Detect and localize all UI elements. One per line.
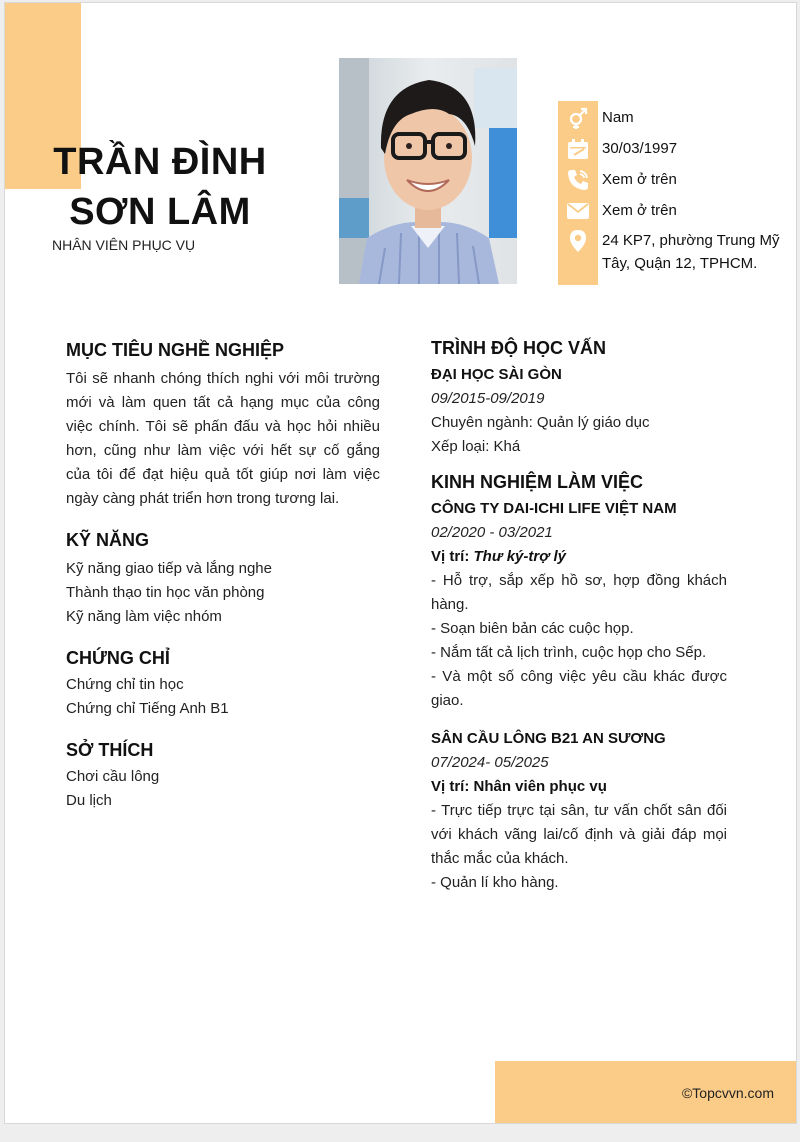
objective-section — [66, 337, 380, 511]
certificates-heading: CHỨNG CHỈ — [66, 648, 170, 668]
name-line-2: SƠN LÂM — [69, 191, 251, 233]
location-pin-icon — [565, 228, 591, 254]
job-role-label: Vị trí: — [431, 778, 474, 795]
contact-gender: Nam — [602, 109, 634, 126]
job-duty: - Soạn biên bản các cuộc họp. — [431, 620, 634, 637]
gender-icon — [565, 105, 591, 131]
hobby-item: Du lịch — [66, 792, 112, 809]
education-major: Chuyên ngành: Quản lý giáo dục — [431, 414, 650, 431]
job-entry — [431, 727, 727, 895]
experience-heading: KINH NGHIỆM LÀM VIỆC — [431, 472, 644, 492]
certificate-item: Chứng chỉ Tiếng Anh B1 — [66, 700, 229, 717]
calendar-icon — [565, 136, 591, 162]
skill-item: Kỹ năng làm việc nhóm — [66, 608, 222, 625]
name-line-1: TRẦN ĐÌNH — [53, 141, 267, 183]
job-role-value: Thư ký-trợ lý — [473, 548, 566, 565]
education-grade: Xếp loại: Khá — [431, 438, 521, 455]
job-role-value: Nhân viên phục vụ — [473, 778, 607, 795]
job-entry — [431, 497, 727, 713]
contact-birthday: 30/03/1997 — [602, 140, 678, 157]
job-company: CÔNG TY DAI-ICHI LIFE VIỆT NAM — [431, 500, 677, 517]
job-duty: - Trực tiếp trực tại sân, tư vấn chốt sân đối với khách vãng lai/cố định và giải đáp mọi thắc mắc của khách. — [431, 802, 727, 867]
job-duty: - Nắm tất cả lịch trình, cuộc họp cho Sếp. — [431, 644, 707, 661]
skill-item: Thành thạo tin học văn phòng — [66, 584, 265, 601]
contact-phone: Xem ở trên — [602, 171, 677, 188]
objective-text: Tôi sẽ nhanh chóng thích nghi với môi trường mới và làm quen tất cả hạng mục của công việc chính. Tôi sẽ phấn đấu và học hỏi nhiều hơn, cũng như làm việc với hết sự cố gắng của tôi để đạt hiệu quả tốt giúp nơi làm việc ngày càng phát triển hơn trong tương lai. — [66, 370, 380, 507]
job-period: 07/2024- 05/2025 — [431, 754, 549, 771]
contact-email: Xem ở trên — [602, 202, 677, 219]
experience-section — [431, 469, 727, 895]
job-period: 02/2020 - 03/2021 — [431, 524, 553, 541]
hobby-item: Chơi cầu lông — [66, 768, 160, 785]
certificate-item: Chứng chỉ tin học — [66, 676, 184, 693]
skill-item: Kỹ năng giao tiếp và lắng nghe — [66, 560, 272, 577]
hobbies-heading: SỞ THÍCH — [66, 740, 154, 760]
education-period: 09/2015-09/2019 — [431, 390, 545, 407]
education-heading: TRÌNH ĐỘ HỌC VẤN — [431, 338, 606, 358]
cv-page — [4, 2, 797, 1124]
hobbies-section — [66, 737, 380, 813]
skills-section — [66, 527, 380, 629]
profile-photo — [339, 58, 517, 284]
job-role — [431, 545, 727, 569]
left-column — [66, 337, 380, 829]
email-icon — [565, 198, 591, 224]
skills-heading: KỸ NĂNG — [66, 530, 150, 550]
certificates-section — [66, 645, 380, 721]
contact-address: 24 KP7, phường Trung Mỹ Tây, Quận 12, TPHCM. — [602, 232, 780, 272]
job-role — [431, 775, 727, 799]
job-company: SÂN CẦU LÔNG B21 AN SƯƠNG — [431, 730, 666, 747]
objective-heading: MỤC TIÊU NGHỀ NGHIỆP — [66, 340, 285, 360]
job-duty: - Quản lí kho hàng. — [431, 874, 559, 891]
job-duty: - Và một số công việc yêu cầu khác được giao. — [431, 668, 727, 709]
education-school: ĐẠI HỌC SÀI GÒN — [431, 366, 562, 383]
candidate-name — [45, 137, 275, 237]
job-role-label: Vị trí: — [431, 548, 474, 565]
phone-icon — [565, 167, 591, 193]
education-section — [431, 335, 727, 459]
job-title: NHÂN VIÊN PHỤC VỤ — [52, 237, 196, 253]
right-column — [431, 335, 727, 895]
job-duty: - Hỗ trợ, sắp xếp hồ sơ, hợp đồng khách hàng. — [431, 572, 727, 613]
footer-watermark: ©Topcvvn.com — [681, 1085, 774, 1101]
